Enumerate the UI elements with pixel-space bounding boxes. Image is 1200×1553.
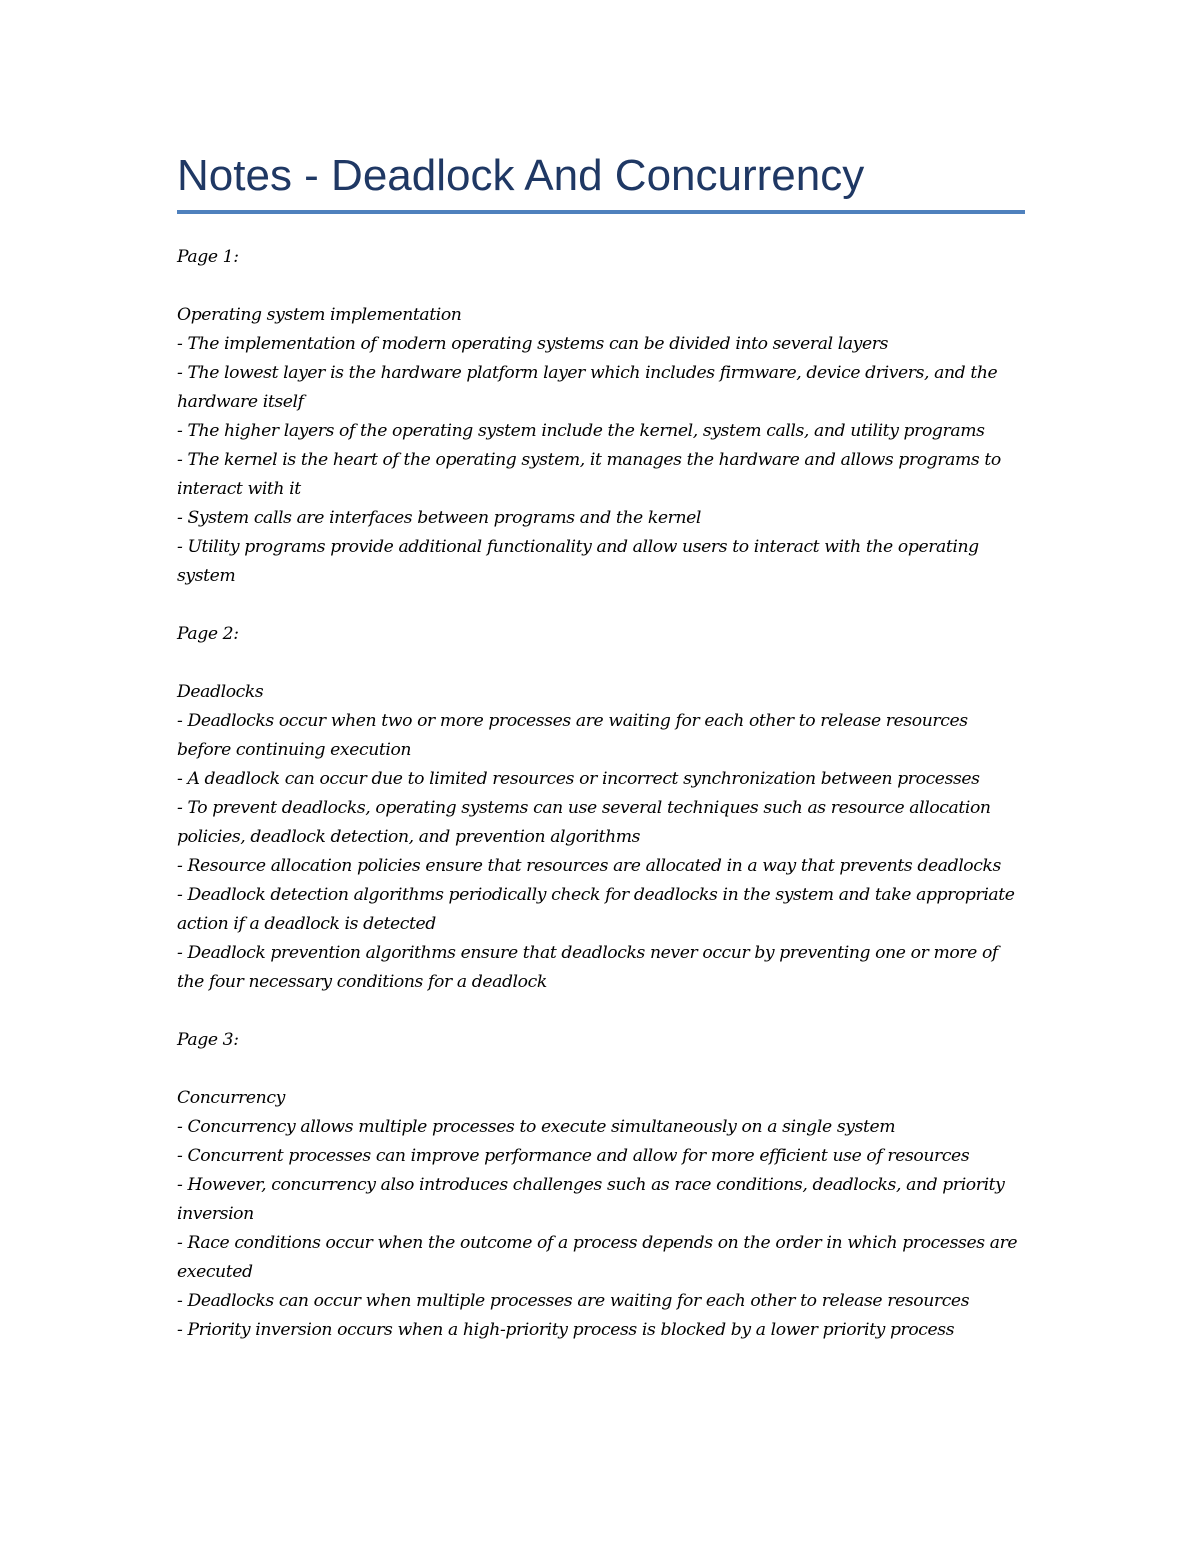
list-item: - To prevent deadlocks, operating systems can use several techniques such as resource allocation policies, deadlock detection, and prevention algorithms [177,798,991,847]
section-page-2 [177,620,1025,997]
bullet-list [177,707,1025,997]
list-item: - System calls are interfaces between programs and the kernel [177,508,702,528]
list-item: - The higher layers of the operating system include the kernel, system calls, and utility programs [177,421,985,441]
document-page [177,148,1025,1345]
list-item: - Race conditions occur when the outcome of a process depends on the order in which processes are executed [177,1233,1018,1282]
list-item: - Concurrency allows multiple processes to execute simultaneously on a single system [177,1117,896,1137]
list-item: - Deadlock detection algorithms periodically check for deadlocks in the system and take appropriate action if a deadlock is detected [177,885,1015,934]
bullet-list [177,330,1025,591]
list-item: - Deadlocks can occur when multiple processes are waiting for each other to release resources [177,1291,970,1311]
list-item: - The kernel is the heart of the operating system, it manages the hardware and allows programs to interact with it [177,450,1001,499]
page-label: Page 1: [177,247,239,267]
section-heading: Operating system implementation [177,305,462,325]
section-page-3 [177,1026,1025,1345]
section-page-1 [177,243,1025,591]
section-heading: Concurrency [177,1088,285,1108]
list-item: - Deadlocks occur when two or more processes are waiting for each other to release resources before continuing execution [177,711,968,760]
page-label: Page 3: [177,1030,239,1050]
document-body [177,243,1025,1345]
document-title: Notes - Deadlock And Concurrency [177,151,865,200]
list-item: - Resource allocation policies ensure that resources are allocated in a way that prevents deadlocks [177,856,1001,876]
list-item: - The lowest layer is the hardware platform layer which includes firmware, device drivers, and the hardware itself [177,363,998,412]
list-item: - The implementation of modern operating systems can be divided into several layers [177,334,888,354]
list-item: - A deadlock can occur due to limited resources or incorrect synchronization between processes [177,769,980,789]
list-item: - Utility programs provide additional functionality and allow users to interact with the operating system [177,537,979,586]
title-underline [177,210,1025,214]
list-item: - Concurrent processes can improve performance and allow for more efficient use of resources [177,1146,970,1166]
page-label: Page 2: [177,624,239,644]
list-item: - Priority inversion occurs when a high-priority process is blocked by a lower priority process [177,1320,955,1340]
bullet-list [177,1113,1025,1345]
list-item: - However, concurrency also introduces challenges such as race conditions, deadlocks, and priority inversion [177,1175,1005,1224]
list-item: - Deadlock prevention algorithms ensure that deadlocks never occur by preventing one or more of the four necessary conditions for a deadlock [177,943,998,992]
section-heading: Deadlocks [177,682,264,702]
